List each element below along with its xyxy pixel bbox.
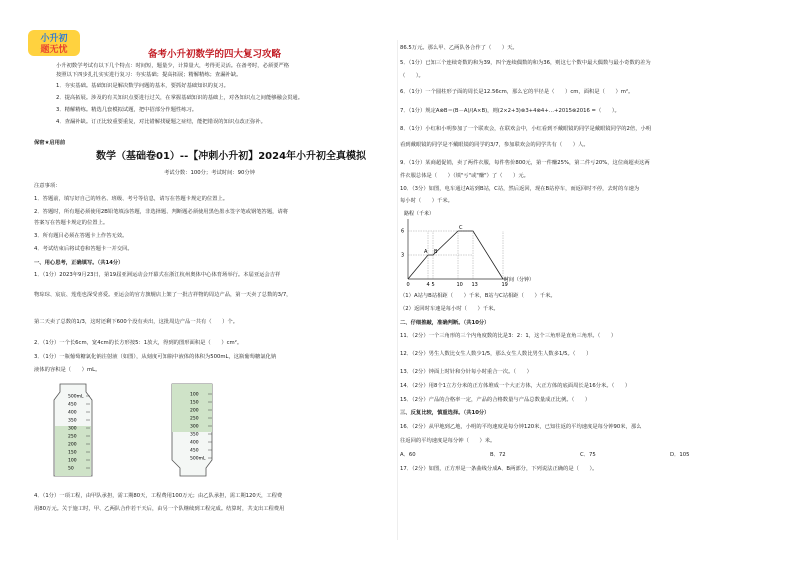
note-item: 4．考试结束后将试卷和答题卡一并交回。 <box>34 246 133 252</box>
question-line: 3．（1分）一瓶葡萄糖氯化钠注射液（如图），从刻度可知瓶中液体的体积为500mL，这瓶葡萄糖氯化钠 <box>34 354 277 360</box>
question-line: 16．（2分）从甲地到乙地，小明的平均速度是每分钟120米，已知往返的平均速度是每分钟90米，那么 <box>400 424 642 430</box>
scale-label: 450 <box>68 402 77 408</box>
paper-title: 数学（基础卷01）--【冲刺小升初】2024年小升初全真模拟 <box>96 151 367 162</box>
distance-time-graph <box>400 207 550 289</box>
question-line: 6．（1分）一个圆柱形子面的周长是12.56cm，那么它的半径是（ ）cm，面积是（ ）m²。 <box>400 89 634 95</box>
question-line: 9．（1分）某商超促销，卖了两件衣服，每件售价800元，第一件赚25%，第二件亏20%，这位商超卖这两 <box>400 160 650 166</box>
y-tick-label: 3 <box>401 252 405 259</box>
question-line: 1．（1分）2023年9月23日，第19届亚洲运动会开幕式在浙江杭州奥体中心体育场举行。本届亚运会吉祥 <box>34 272 281 278</box>
x-axis-label: 时间（分钟） <box>504 277 535 283</box>
question-line: 14．（2分）用8个1立方分米的正方体堆成一个大正方体，大正方体的底面周长是16分米。（ ） <box>400 383 631 389</box>
paper-meta: 考试分数：100分；考试时间：90分钟 <box>164 170 256 176</box>
secret-mark: 保密★启用前 <box>34 140 66 146</box>
strategy-item: 1．夯实基础。基础知识是解决数学问题的基本，要抓好基础知识的复习。 <box>56 83 229 89</box>
section-title: 三、反复比较，慎重选择。（共10分） <box>400 410 490 416</box>
scale-label: 350 <box>190 432 199 438</box>
question-line: 86.5万元。那么甲、乙两队各合作了（ ）天。 <box>400 45 518 51</box>
question-line: 17．（2分）如图，正方形是一条曲线分成A、B两部分，下列说法正确的是（ ）。 <box>400 466 598 472</box>
scale-label: 150 <box>68 450 77 456</box>
note-item: 1．答题前，填写好自己的姓名、班级、考号等信息，请写在答题卡规定的位置上。 <box>34 196 229 202</box>
point-label: B <box>434 249 438 255</box>
svg-text:题无忧: 题无忧 <box>40 45 68 55</box>
question-line: 4．（1分）一项工程，由甲队承担，需工期80天，工程费用100万元；由乙队承担，需工期120天，工程费 <box>34 493 283 499</box>
option-c: C．75 <box>580 452 596 458</box>
point-label: C <box>459 225 463 231</box>
scale-label: 150 <box>190 400 199 406</box>
svg-text:小升初: 小升初 <box>40 34 68 44</box>
scale-label: 400 <box>190 440 199 446</box>
infusion-bottles-figure <box>34 380 244 480</box>
question-line: 看到戴眼镜的同学是不戴眼镜的同学的3/7，参加联欢会的同学共有（ ）人。 <box>400 142 589 148</box>
question-line: 7．（1分）规定A⊗B＝(B－A)/(A×B)，则(2×2+3)⊗3+4⊗4+…+2015⊗2016 =（ ）。 <box>400 108 620 114</box>
answer-line: （1）A站与B站相距（ ）千米，B站与C站相距（ ）千米。 <box>400 293 556 299</box>
guide-intro-line: 小升初数学考试有以下几个特点：时间短，题量少，计算量大，考得更灵活。在备考时，必须要严格 <box>56 63 290 69</box>
guide-intro-line: 按照以下四步扎扎实实进行复习：夯实基础；提高拓展；精解精练；查漏补缺。 <box>56 72 242 78</box>
question-line: 件衣服总体是（ ）（填"亏"或"赚"）了（ ）元。 <box>400 173 529 179</box>
question-line: 用80万元。关于施工时，甲、乙两队合作若干天后，由另一个队继续到工程完成。结算时，共支出工程费用 <box>34 506 285 512</box>
question-line: 8．（1分）小红和小明参加了一个联欢会，在联欢会中，小红看到不戴眼镜的同学是戴眼镜同学的2倍，小明 <box>400 126 652 132</box>
scale-label: 100 <box>190 392 199 398</box>
guide-title: 备考小升初数学的四大复习攻略 <box>148 49 282 60</box>
scale-label: 350 <box>68 418 77 424</box>
x-tick-label: 10 <box>456 282 463 288</box>
question-line: 12．（2分）男生人数比女生人数少1/5，那么女生人数比男生人数多1/5。（ ） <box>400 351 592 357</box>
inverted-bottle <box>172 384 212 476</box>
answer-line: （2）返回时车速是每小时（ ）千米。 <box>400 306 499 312</box>
scale-label: 250 <box>68 434 77 440</box>
option-d: D．105 <box>670 452 690 458</box>
x-tick-label: 0 <box>406 282 410 288</box>
option-b: B．72 <box>490 452 506 458</box>
note-item: 2．答题时，所有题必须使用2B铅笔填涂答题，非选择题、判断题必须使用黑色墨水签字笔或钢笔答题，请将 <box>34 209 289 215</box>
y-axis-label: 路程（千米） <box>404 211 435 217</box>
scale-label: 450 <box>190 448 199 454</box>
question-line: 10．（3分）如图，电车通过A站到B站，C站，然后返回，现在B站停车，而返回时不停，去时的车速为 <box>400 186 640 192</box>
scale-label: 250 <box>190 416 199 422</box>
scale-label: 500mL <box>68 394 84 400</box>
section-title: 二、仔细推敲，准确判断。（共10分） <box>400 320 490 326</box>
question-line: 2．（1分）一个长6cm，宽4cm的长方形按5：1放大，得到的图形面积是（ ）cm²。 <box>34 340 243 346</box>
note-item: 答案写在答题卡规定的位置上。 <box>34 220 109 226</box>
note-item: 3．所有题目必须在答题卡上作答无效。 <box>34 233 128 239</box>
y-tick-label: 6 <box>401 228 405 235</box>
scale-label: 300 <box>190 424 199 430</box>
column-divider <box>397 40 398 540</box>
question-line: 往返回的平均速度是每分钟（ ）米。 <box>400 438 496 444</box>
question-line: （ ）。 <box>400 73 424 79</box>
strategy-item: 2．提高拓展。涉及的有关知识点要进行过关，在掌握基础知识的基础上，对各知识点之间能够融会贯通。 <box>56 95 304 101</box>
option-a: A．60 <box>400 452 416 458</box>
x-tick-label: 4 <box>426 282 430 288</box>
scale-label: 200 <box>190 408 199 414</box>
strategy-item: 4．查漏补缺。订正比较重要重复，对比错解找疑题之症结，能把错误的知识点改正弥补。 <box>56 119 266 125</box>
section-title: 一、用心思考，正确填写。（共14分） <box>34 260 124 266</box>
question-line: 15．（2分）产品的合格率一定，产品的合格数量与产品总数量成正比例。（ ） <box>400 397 591 403</box>
question-line: 5．（1分）已知三个连续奇数的和为39，四个连续偶数的和为36，则这七个数中最大偶数与最小奇数的差为 <box>400 60 651 66</box>
point-label: A <box>424 249 428 255</box>
scale-label: 200 <box>68 442 77 448</box>
question-line: 第二天卖了总数的1/3，这时还剩下600个没有卖出，这批周边产品一共有（ ）个。 <box>34 319 239 325</box>
question-line: 13．（2分）钟面上时针和分针每小时重合一次。（ ） <box>400 369 532 375</box>
question-line: 每小时（ ）千米。 <box>400 198 453 204</box>
notes-title: 注意事项： <box>34 183 61 189</box>
x-tick-label: 5 <box>431 282 435 288</box>
upright-bottle <box>54 384 92 476</box>
scale-label: 100 <box>68 458 77 464</box>
x-tick-label: 13 <box>471 282 478 288</box>
question-line: 11．（2分）一个三角形的三个内角度数的比是3：2：1，这个三角形是直角三角形。（ ） <box>400 333 617 339</box>
question-line: 液体的容积是（ ）mL。 <box>34 367 101 373</box>
strategy-item: 3．精解精练。精选几套模拟试题，把中招部分作题性练习。 <box>56 107 198 113</box>
scale-label: 300 <box>68 426 77 432</box>
scale-label: 400 <box>68 410 77 416</box>
scale-label: 50 <box>68 466 74 472</box>
xiaoshengchu-logo <box>26 28 82 58</box>
question-line: 物琮琮、宸宸、莲莲也深受喜爱。亚运会的官方旗舰店上架了一批吉祥物的周边产品，第一天卖了总数的3/7， <box>34 292 292 298</box>
scale-label: 500mL <box>190 456 206 462</box>
x-tick-label: 19 <box>501 282 508 288</box>
